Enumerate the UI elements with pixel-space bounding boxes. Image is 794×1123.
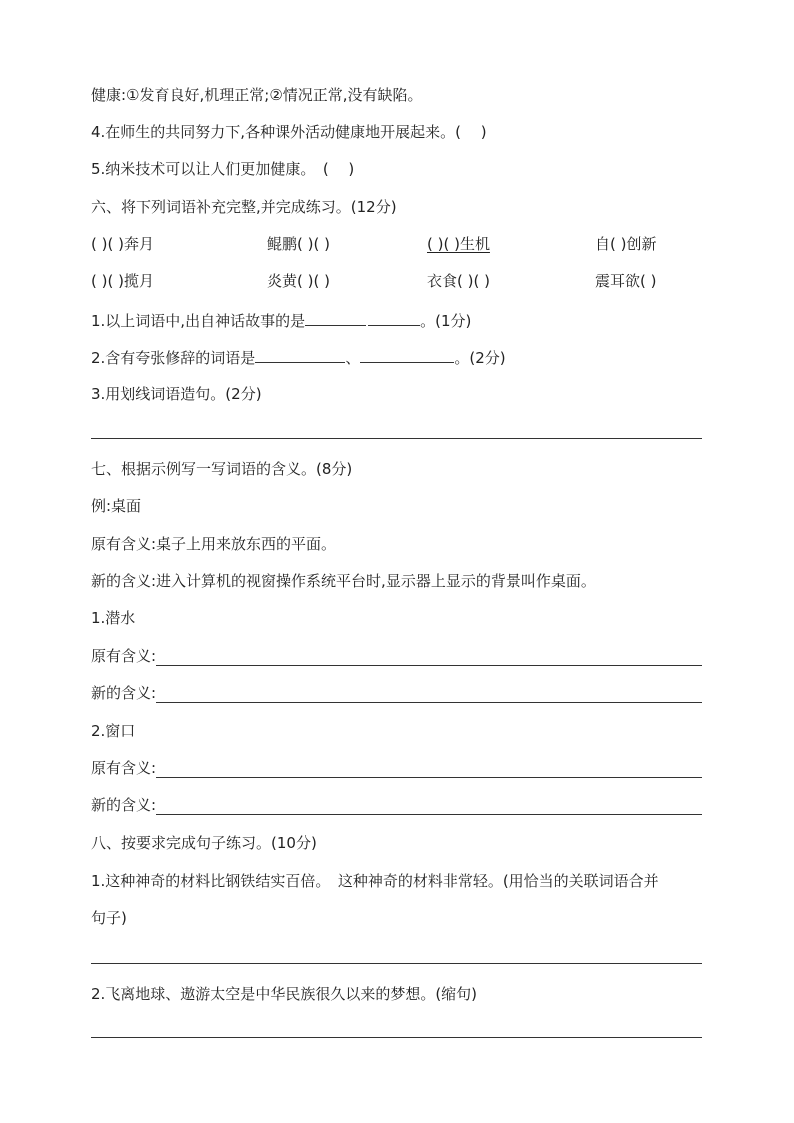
answer-blank[interactable]: [368, 309, 420, 326]
word-item: 鲲鹏( )( ): [267, 235, 330, 253]
example-new-meaning: 新的含义:进入计算机的视窗操作系统平台时,显示器上显示的背景叫作桌面。: [91, 572, 596, 590]
answer-blank[interactable]: [156, 646, 702, 666]
answer-line[interactable]: [91, 438, 702, 439]
answer-blank[interactable]: [156, 683, 702, 703]
item-2-original-field: 原有含义:: [91, 758, 702, 780]
answer-line[interactable]: [91, 1037, 702, 1038]
word-item: 自( )创新: [595, 235, 657, 253]
text-definition-health: 健康:①发育良好,机理正常;②情况正常,没有缺陷。: [91, 86, 423, 104]
item-1-original-field: 原有含义:: [91, 646, 702, 668]
word-row-1: [91, 234, 702, 254]
question-6-3: 3.用划线词语造句。(2分): [91, 385, 262, 403]
section-6-title: 六、将下列词语补充完整,并完成练习。(12分): [91, 198, 397, 216]
answer-blank[interactable]: [156, 758, 702, 778]
word-item: 衣食( )( ): [427, 272, 490, 290]
question-8-2: 2.飞离地球、遨游太空是中华民族很久以来的梦想。(缩句): [91, 985, 478, 1003]
section-8-title: 八、按要求完成句子练习。(10分): [91, 834, 317, 852]
word-item-underlined: ( )( )生机: [427, 235, 490, 253]
word-item: 震耳欲( ): [595, 272, 657, 290]
section-7-title: 七、根据示例写一写词语的含义。(8分): [91, 460, 353, 478]
item-1-new-field: 新的含义:: [91, 683, 702, 705]
word-row-2: [91, 271, 702, 291]
example-word: 例:桌面: [91, 497, 142, 515]
word-item: ( )( )奔月: [91, 235, 154, 253]
example-original-meaning: 原有含义:桌子上用来放东西的平面。: [91, 535, 337, 553]
question-4: 4.在师生的共同努力下,各种课外活动健康地开展起来。( ): [91, 123, 487, 141]
word-item: 炎黄( )( ): [267, 272, 330, 290]
question-8-1-line2: 句子): [91, 909, 127, 927]
item-1-word: 1.潜水: [91, 609, 136, 627]
question-6-1: 1.以上词语中,出自神话故事的是 。(1分): [91, 309, 471, 331]
answer-blank[interactable]: [305, 309, 366, 326]
answer-blank[interactable]: [255, 346, 345, 363]
item-2-new-field: 新的含义:: [91, 795, 702, 817]
item-2-word: 2.窗口: [91, 722, 136, 740]
answer-blank[interactable]: [360, 346, 454, 363]
answer-blank[interactable]: [156, 795, 702, 815]
question-8-1-line1: 1.这种神奇的材料比钢铁结实百倍。 这种神奇的材料非常轻。(用恰当的关联词语合并: [91, 872, 659, 890]
question-6-2: 2.含有夸张修辞的词语是 、 。(2分): [91, 346, 506, 368]
question-5: 5.纳米技术可以让人们更加健康。 ( ): [91, 160, 355, 178]
word-item: ( )( )揽月: [91, 272, 154, 290]
answer-line[interactable]: [91, 963, 702, 964]
